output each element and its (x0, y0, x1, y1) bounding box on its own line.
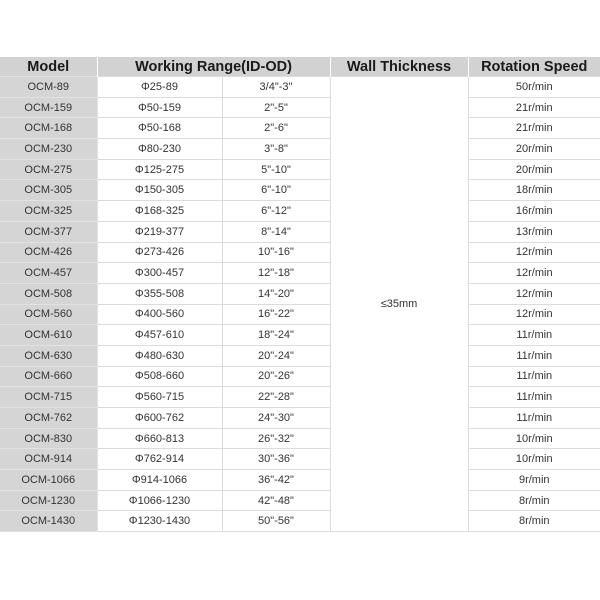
rotation-speed-cell: 11r/min (468, 345, 600, 366)
range-mm-cell: Φ355-508 (97, 283, 222, 304)
table-row (0, 263, 600, 284)
table-row (0, 428, 600, 449)
model-cell: OCM-508 (0, 283, 97, 304)
range-mm-cell: Φ25-89 (97, 77, 222, 98)
rotation-speed-cell: 20r/min (468, 139, 600, 160)
table-row (0, 325, 600, 346)
rotation-speed-cell: 11r/min (468, 325, 600, 346)
table-row (0, 408, 600, 429)
table-row (0, 159, 600, 180)
model-cell: OCM-830 (0, 428, 97, 449)
model-cell: OCM-1430 (0, 511, 97, 532)
range-inch-cell: 6"-10" (222, 180, 330, 201)
model-cell: OCM-426 (0, 242, 97, 263)
range-inch-cell: 16"-22" (222, 304, 330, 325)
table-row (0, 97, 600, 118)
rotation-speed-cell: 50r/min (468, 77, 600, 98)
model-cell: OCM-275 (0, 159, 97, 180)
table-row (0, 387, 600, 408)
range-mm-cell: Φ914-1066 (97, 470, 222, 491)
range-mm-cell: Φ50-168 (97, 118, 222, 139)
model-cell: OCM-230 (0, 139, 97, 160)
model-cell: OCM-325 (0, 201, 97, 222)
model-cell: OCM-377 (0, 221, 97, 242)
range-inch-cell: 24"-30" (222, 408, 330, 429)
range-mm-cell: Φ273-426 (97, 242, 222, 263)
range-mm-cell: Φ219-377 (97, 221, 222, 242)
model-cell: OCM-1230 (0, 490, 97, 511)
range-inch-cell: 2"-6" (222, 118, 330, 139)
table-row (0, 345, 600, 366)
range-inch-cell: 8"-14" (222, 221, 330, 242)
table-row (0, 283, 600, 304)
range-inch-cell: 20"-24" (222, 345, 330, 366)
range-inch-cell: 26"-32" (222, 428, 330, 449)
rotation-speed-cell: 10r/min (468, 428, 600, 449)
table-row (0, 449, 600, 470)
rotation-speed-cell: 12r/min (468, 263, 600, 284)
rotation-speed-cell: 12r/min (468, 304, 600, 325)
rotation-speed-cell: 11r/min (468, 408, 600, 429)
range-inch-cell: 50"-56" (222, 511, 330, 532)
range-mm-cell: Φ560-715 (97, 387, 222, 408)
table-row (0, 366, 600, 387)
header-row (0, 57, 600, 77)
model-cell: OCM-159 (0, 97, 97, 118)
rotation-speed-cell: 20r/min (468, 159, 600, 180)
wall-thickness-cell: ≤35mm (330, 77, 468, 532)
spec-table (0, 57, 600, 532)
range-inch-cell: 18"-24" (222, 325, 330, 346)
table-row (0, 304, 600, 325)
table-row (0, 221, 600, 242)
table-body (0, 77, 600, 532)
table-row (0, 242, 600, 263)
rotation-speed-cell: 13r/min (468, 221, 600, 242)
range-mm-cell: Φ762-914 (97, 449, 222, 470)
rotation-speed-cell: 10r/min (468, 449, 600, 470)
range-inch-cell: 22"-28" (222, 387, 330, 408)
model-cell: OCM-660 (0, 366, 97, 387)
model-cell: OCM-914 (0, 449, 97, 470)
range-mm-cell: Φ125-275 (97, 159, 222, 180)
model-cell: OCM-610 (0, 325, 97, 346)
rotation-speed-cell: 11r/min (468, 387, 600, 408)
rotation-speed-cell: 21r/min (468, 118, 600, 139)
range-mm-cell: Φ168-325 (97, 201, 222, 222)
range-inch-cell: 12"-18" (222, 263, 330, 284)
range-mm-cell: Φ150-305 (97, 180, 222, 201)
rotation-speed-cell: 12r/min (468, 242, 600, 263)
rotation-speed-cell: 16r/min (468, 201, 600, 222)
table-row (0, 511, 600, 532)
model-cell: OCM-89 (0, 77, 97, 98)
range-mm-cell: Φ1230-1430 (97, 511, 222, 532)
header-model: Model (0, 57, 97, 77)
model-cell: OCM-1066 (0, 470, 97, 491)
range-inch-cell: 20"-26" (222, 366, 330, 387)
range-inch-cell: 10"-16" (222, 242, 330, 263)
rotation-speed-cell: 21r/min (468, 97, 600, 118)
header-wall-thickness: Wall Thickness (330, 57, 468, 77)
table-row (0, 470, 600, 491)
range-mm-cell: Φ300-457 (97, 263, 222, 284)
model-cell: OCM-305 (0, 180, 97, 201)
rotation-speed-cell: 18r/min (468, 180, 600, 201)
table-row (0, 201, 600, 222)
range-inch-cell: 14"-20" (222, 283, 330, 304)
range-mm-cell: Φ457-610 (97, 325, 222, 346)
range-mm-cell: Φ50-159 (97, 97, 222, 118)
range-mm-cell: Φ1066-1230 (97, 490, 222, 511)
range-mm-cell: Φ600-762 (97, 408, 222, 429)
rotation-speed-cell: 9r/min (468, 470, 600, 491)
rotation-speed-cell: 11r/min (468, 366, 600, 387)
header-working-range: Working Range(ID-OD) (97, 57, 330, 77)
range-mm-cell: Φ400-560 (97, 304, 222, 325)
range-inch-cell: 36"-42" (222, 470, 330, 491)
range-inch-cell: 5"-10" (222, 159, 330, 180)
range-mm-cell: Φ508-660 (97, 366, 222, 387)
model-cell: OCM-715 (0, 387, 97, 408)
range-inch-cell: 6"-12" (222, 201, 330, 222)
model-cell: OCM-457 (0, 263, 97, 284)
table-row (0, 118, 600, 139)
range-mm-cell: Φ80-230 (97, 139, 222, 160)
range-mm-cell: Φ660-813 (97, 428, 222, 449)
table-row (0, 490, 600, 511)
rotation-speed-cell: 8r/min (468, 511, 600, 532)
range-inch-cell: 3/4"-3" (222, 77, 330, 98)
header-rotation-speed: Rotation Speed (468, 57, 600, 77)
range-inch-cell: 3"-8" (222, 139, 330, 160)
range-mm-cell: Φ480-630 (97, 345, 222, 366)
model-cell: OCM-630 (0, 345, 97, 366)
table-row (0, 77, 600, 98)
table-row (0, 139, 600, 160)
table-row (0, 180, 600, 201)
model-cell: OCM-762 (0, 408, 97, 429)
rotation-speed-cell: 8r/min (468, 490, 600, 511)
range-inch-cell: 42"-48" (222, 490, 330, 511)
range-inch-cell: 30"-36" (222, 449, 330, 470)
model-cell: OCM-168 (0, 118, 97, 139)
range-inch-cell: 2"-5" (222, 97, 330, 118)
rotation-speed-cell: 12r/min (468, 283, 600, 304)
model-cell: OCM-560 (0, 304, 97, 325)
